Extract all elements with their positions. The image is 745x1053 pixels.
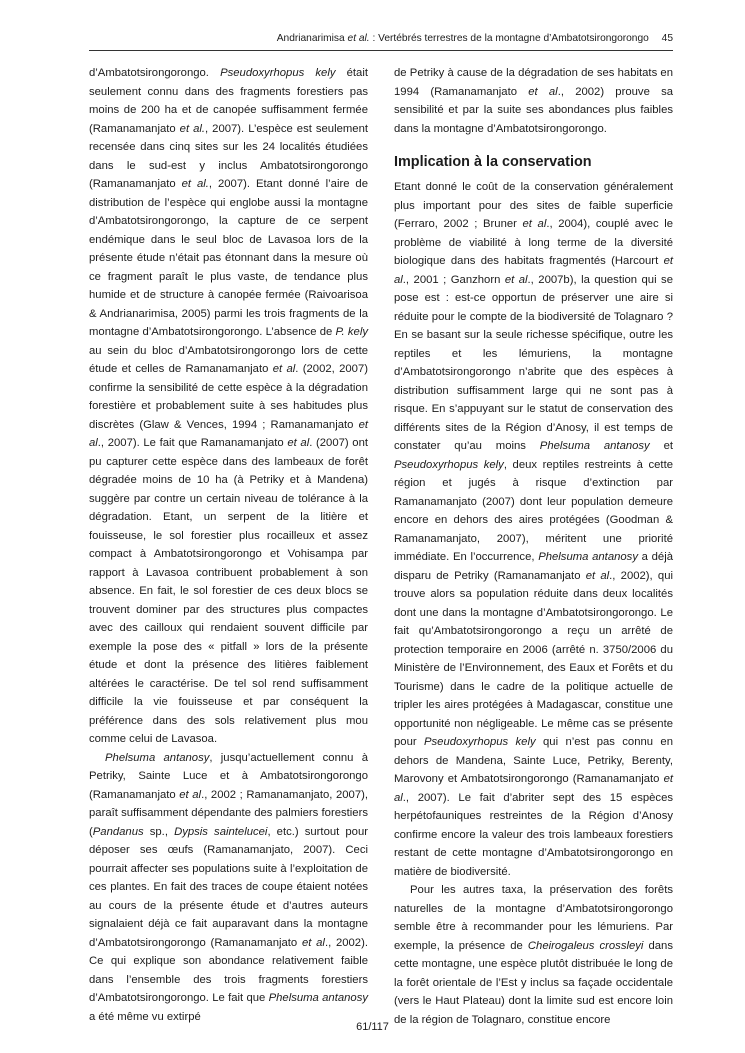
italic-text: et al bbox=[528, 85, 558, 98]
paragraph: Phelsuma antanosy, jusqu’actuellement connu à Petriky, Sainte Luce et à Ambatotsirongorongo (Ramanamanjato et al., 2002 ; Ramanamanjato, 2007), paraît suffisamment dépendante des palmiers forestiers (Pandanus sp., Dypsis saintelucei, etc.) surtout pour déposer ses œufs (Ramanamanjato, 2007). Ceci pourrait affecter ses populations suite à l’exploitation de ces plantes. En fait des traces de coupe étaient notées au cours de la présente étude et d’autres auteurs signalaient déjà ce fait auparavant dans la montagne d’Ambatotsirongorongo (Ramanamanjato et al., 2002). Ce qui explique son abondance relativement faible dans l’ensemble des trois fragments forestiers d’Ambatotsirongorongo. Le fait que Phelsuma antanosy a été même vu extirpé bbox=[89, 751, 369, 1023]
italic-text: et al bbox=[394, 773, 673, 804]
header-rule bbox=[89, 50, 673, 51]
header-etal: et al. bbox=[347, 33, 370, 44]
italic-text: et al bbox=[585, 569, 610, 582]
italic-text: Phelsuma antanosy bbox=[538, 551, 638, 563]
italic-text: et al bbox=[272, 363, 296, 375]
italic-text: Pseudoxyrhopus kely bbox=[424, 736, 536, 748]
italic-text: et al bbox=[287, 437, 310, 449]
italic-text: Dypsis saintelucei bbox=[174, 825, 268, 838]
italic-text: Phelsuma antanosy bbox=[105, 751, 210, 764]
header-page-number: 45 bbox=[661, 33, 673, 44]
italic-text: Pseudoxyrhopus kely bbox=[394, 458, 504, 471]
header-title: : Vertébrés terrestres de la montagne d’Ambatotsirongorongo bbox=[369, 33, 649, 44]
paragraph: Etant donné le coût de la conservation généralement plus important pour des sites de faible superficie (Ferraro, 2002 ; Bruner et al., 2004), couplé avec le problème de viabilité à long terme de la diversité biologique dans des habitats fragmentés (Harcourt et al., 2001 ; Ganzhorn et al., 2007b), la question qui se pose est : est-ce opportun de préserver une aire si réduite pour le compte de la biodiversité de Tolagnaro ? En se basant sur la seule richesse spécifique, outre les reptiles et les lémuriens, la montagne d’Ambatotsirongorongo n’abrite que des espèces à distribution suffisamment large qui ne sont pas à risque. En s’appuyant sur le statut de conservation des différents sites de la Région d’Anosy, il est temps de constater qu’au moins Phelsuma antanosy et Pseudoxyrhopus kely, deux reptiles restreints à cette région et jugés à risque d’extinction par Ramanamanjato (2007) dont leur population demeure encore en dehors des aires protégées (Goodman & Ramanamanjato, 2007), méritent une priorité immédiate. En l’occurrence, Phelsuma antanosy a déjà disparu de Petriky (Ramanamanjato et al., 2002), qui trouve alors sa population réduite dans deux localités dont une dans la montagne d’Ambatotsirongorongo. Le fait qu’Ambatotsirongorongo a reçu un arrêté de protection temporaire en 2006 (arrêté n. 3750/2006 du Ministère de l’Environnement, des Eaux et Forêts et du Tourisme) dans le cadre de la politique actuelle de tripler les aires protégées à Madagascar, constitue une opportunité non négligeable. Le même cas se présente pour Pseudoxyrhopus kely qui n’est pas connu en dehors de Mandena, Sainte Luce, Petriky, Berenty, Marovony et Ambatotsirongorongo (Ramanamanjato et al., 2007). Le fait d’abriter sept des 15 espèces herpétofauniques restreintes de la Région d’Anosy confirme encore la valeur des trois lambeaux forestiers restant de cette montagne d’Ambatotsirongorongo en matière de biodiversité. bbox=[394, 181, 673, 878]
paragraph: Pour les autres taxa, la préservation des forêts naturelles de la montagne d’Ambatotsirongorongo semble être à recommander pour les lémuriens. Par exemple, la présence de Cheirogaleus crossleyi dans cette montagne, une espèce plutôt distribuée le long de la forêt orientale de l’Est y inclus sa façade occidentale (vers le Haut Plateau) dont la limite sud est encore loin de la région de Tolagnaro, constitue encore bbox=[394, 884, 673, 1026]
italic-text: Phelsuma antanosy bbox=[539, 440, 650, 452]
italic-text: et al bbox=[504, 273, 528, 286]
italic-text: Pandanus bbox=[92, 825, 144, 838]
italic-text: et al. bbox=[181, 178, 209, 190]
italic-text: et al bbox=[301, 936, 325, 949]
italic-text: Cheirogaleus crossleyi bbox=[527, 939, 644, 952]
italic-text: et al bbox=[394, 255, 673, 286]
italic-text: Pseudoxyrhopus kely bbox=[220, 67, 336, 79]
running-header bbox=[89, 33, 673, 44]
italic-text: et al. bbox=[179, 122, 206, 135]
header-author: Andrianarimisa bbox=[276, 33, 345, 44]
left-column bbox=[89, 64, 368, 1026]
italic-text: et al bbox=[89, 418, 368, 449]
paragraph: de Petriky à cause de la dégradation de ses habitats en 1994 (Ramanamanjato et al., 2002) prouve sa sensibilité et par la suite ses abondances plus faibles dans la montagne d’Ambatotsirongorongo. bbox=[394, 67, 674, 135]
italic-text: et al bbox=[522, 218, 547, 230]
italic-text: et al bbox=[179, 788, 202, 801]
right-column bbox=[394, 64, 673, 1029]
paragraph: d’Ambatotsirongorongo. Pseudoxyrhopus kely était seulement connu dans des fragments forestiers pas moins de 200 ha et de canopée suffisamment fermée (Ramanamanjato et al., 2007). L’espèce est seulement recensée dans cinq sites sur les 24 localités étudiées dans le sud-est y inclus Ambatotsirongorongo (Ramanamanjato et al., 2007). Etant donné l’aire de distribution de l’espèce qui englobe aussi la montagne d’Ambatotsirongorongo, la capture de ce serpent endémique dans le seul bloc de Lavasoa lors de la présente étude n’était pas étonnant dans la mesure où ce fragment paraît le plus vaste, de tendance plus humide et de structure à canopée fermée (Raivoarisoa & Andrianarimisa, 2005) parmi les trois fragments de la montagne d’Ambatotsirongorongo. L’absence de P. kely au sein du bloc d’Ambatotsirongorongo lors de cette étude et celles de Ramanamanjato et al. (2002, 2007) confirme la sensibilité de cette espèce à la dégradation forestière et probablement suite à ses habitudes plus discrètes (Glaw & Vences, 1994 ; Ramanamanjato et al., 2007). Le fait que Ramanamanjato et al. (2007) ont pu capturer cette espèce dans des lambeaux de forêt dégradée moins de 10 ha (à Petriky et à Mandena) suggère par contre un certain niveau de tolérance à la dégradation. Etant, un serpent de la litière et fouisseuse, le sol forestier plus rocailleux et assez compact à Ambatotsirongorongo et Vohisampa par rapport à Lavasoa contribuent probablement à son absence. En fait, le sol forestier de ces deux blocs se trouvent dominer par des structures plus compactes avec des cailloux qui rendaient souvent difficile par exemple la pose des « pitfall » lors de la présente étude et dont la présence des litières faiblement altérées le caractérise. De tel sol rend suffisamment difficile la vie fouisseuse et par conséquent la préférence dans des sols relativement plus mou comme celui de Lavasoa. bbox=[89, 67, 369, 745]
italic-text: P. kely bbox=[335, 326, 368, 338]
section-heading: Implication à la conservation bbox=[394, 154, 592, 170]
italic-text: Phelsuma antanosy bbox=[268, 992, 368, 1004]
page-footer: 61/117 bbox=[356, 1021, 389, 1033]
